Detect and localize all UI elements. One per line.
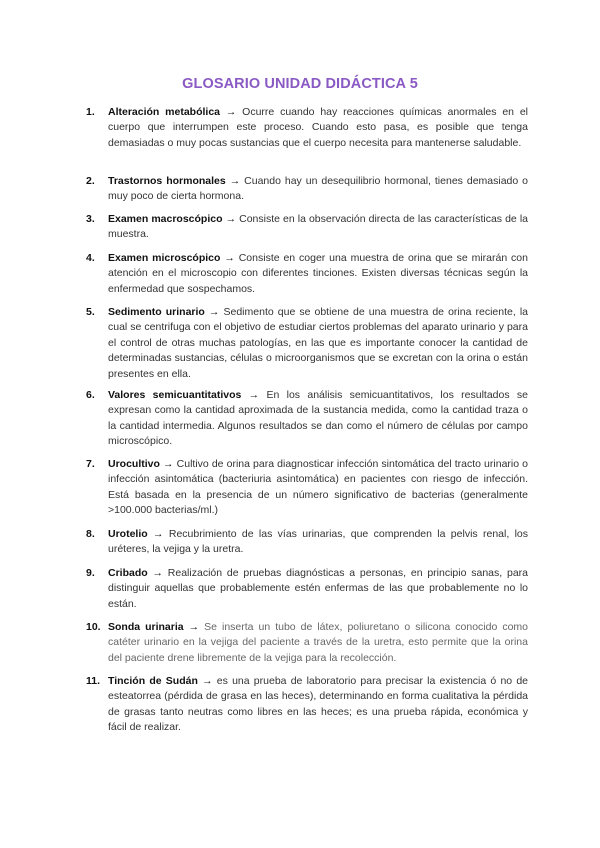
page-title: GLOSARIO UNIDAD DIDÁCTICA 5 bbox=[182, 76, 418, 92]
entry-number: 11. bbox=[86, 675, 101, 687]
entry-number: 5. bbox=[86, 306, 95, 318]
entry-term: Valores semicuantitativos bbox=[108, 389, 242, 401]
entry-definition: Sedimento que se obtiene de una muestra de orina reciente, la cual se centrifuga con el objetivo de estudiar ciertos problemas del aparato urinario y para el control de otras muchas patologías, en las que es importante conocer la cantidad de determinadas sustancias, células o microorganismos que se excretan con la orina o están presentes en ella. bbox=[108, 306, 529, 380]
glossary-entry bbox=[86, 566, 528, 612]
arrow-icon: → bbox=[153, 528, 164, 540]
entry-definition: Consiste en coger una muestra de orina que se mirarán con atención en el microscopio con diferentes tinciones. Existen diversas técnicas según la enfermedad que sospechamos. bbox=[108, 252, 528, 295]
entry-definition: Cuando hay un desequilibrio hormonal, tienes demasiado o muy poco de cierta hormona. bbox=[108, 175, 529, 203]
entry-term: Urotelio bbox=[108, 528, 148, 540]
glossary-entry bbox=[86, 212, 528, 243]
entry-definition: Consiste en la observación directa de las características de la muestra. bbox=[108, 213, 528, 241]
arrow-icon: → bbox=[163, 458, 174, 470]
entry-definition: Recubrimiento de las vías urinarias, que comprenden la pelvis renal, los uréteres, la vejiga y la uretra. bbox=[108, 528, 529, 556]
entry-number: 8. bbox=[86, 528, 95, 540]
entry-term: Examen microscópico bbox=[108, 252, 221, 264]
glossary-entry bbox=[86, 305, 528, 382]
arrow-icon: → bbox=[224, 252, 235, 264]
entry-number: 3. bbox=[86, 213, 95, 225]
glossary-entry bbox=[86, 251, 528, 297]
arrow-icon: → bbox=[225, 106, 237, 118]
arrow-icon: → bbox=[225, 213, 237, 225]
glossary-entry bbox=[86, 174, 528, 205]
entry-definition: Se inserta un tubo de látex, poliuretano o silicona conocido como catéter urinario en la vejiga del paciente a través de la uretra, esto permite que la orina del paciente drene libremente de la vejiga para la recolección. bbox=[108, 621, 528, 664]
entry-term: Alteración metabólica bbox=[108, 106, 221, 118]
entry-term: Cribado bbox=[108, 567, 148, 579]
entry-number: 4. bbox=[86, 252, 95, 264]
glossary-entry bbox=[86, 620, 528, 666]
entry-term: Tinción de Sudán bbox=[108, 675, 198, 687]
glossary-entry bbox=[86, 388, 528, 450]
entry-term: Sedimento urinario bbox=[108, 306, 205, 318]
entry-term: Examen macroscópico bbox=[108, 213, 223, 225]
entry-definition: es una prueba de laboratorio para precisar la existencia ó no de esteatorrea (pérdida de grasa en las heces), determinando en forma cualitativa la pérdida de grasas tanto neutras como libres en las heces; es una prueba rápida, económica y fácil de realizar. bbox=[108, 675, 529, 734]
glossary-entry bbox=[86, 105, 528, 151]
arrow-icon: → bbox=[202, 675, 213, 687]
entry-term: Urocultivo bbox=[108, 458, 160, 470]
entry-number: 9. bbox=[86, 567, 95, 579]
entry-number: 10. bbox=[86, 621, 101, 633]
arrow-icon: → bbox=[208, 306, 220, 318]
arrow-icon: → bbox=[188, 621, 200, 633]
arrow-icon: → bbox=[248, 389, 260, 401]
glossary-entry bbox=[86, 527, 528, 558]
entry-number: 7. bbox=[86, 458, 95, 470]
entry-number: 2. bbox=[86, 175, 95, 187]
entry-term: Sonda urinaria bbox=[108, 621, 184, 633]
entry-definition: En los análisis semicuantitativos, los resultados se expresan como la cantidad aproximada de la sustancia medida, como la cantidad traza o la cantidad intermedia. Algunos resultados se dan como el número de células por campo microscópico. bbox=[108, 389, 528, 448]
entry-number: 6. bbox=[86, 389, 95, 401]
entry-definition: Cultivo de orina para diagnosticar infección sintomática del tracto urinario o infección asintomática (bacteriuria asintomática) en pacientes con riesgo de infección. Está basada en la presencia de un número significativo de bacterias (generalmente >100.000 bacterias/ml.) bbox=[108, 458, 529, 517]
entry-definition: Realización de pruebas diagnósticas a personas, en principio sanas, para distinguir aquellas que probablemente estén enfermas de las que probablemente no lo están. bbox=[108, 567, 529, 610]
arrow-icon: → bbox=[229, 175, 241, 187]
entry-number: 1. bbox=[86, 106, 95, 118]
entry-term: Trastornos hormonales bbox=[108, 175, 226, 187]
glossary-entry bbox=[86, 457, 528, 519]
arrow-icon: → bbox=[152, 567, 163, 579]
glossary-entry bbox=[86, 674, 528, 736]
entry-definition: Ocurre cuando hay reacciones químicas anormales en el cuerpo que interrumpen este proceso. Cuando esto pasa, es posible que tenga demasiadas o muy pocas sustancias que el cuerpo necesita para mantenerse saludable. bbox=[108, 106, 529, 149]
